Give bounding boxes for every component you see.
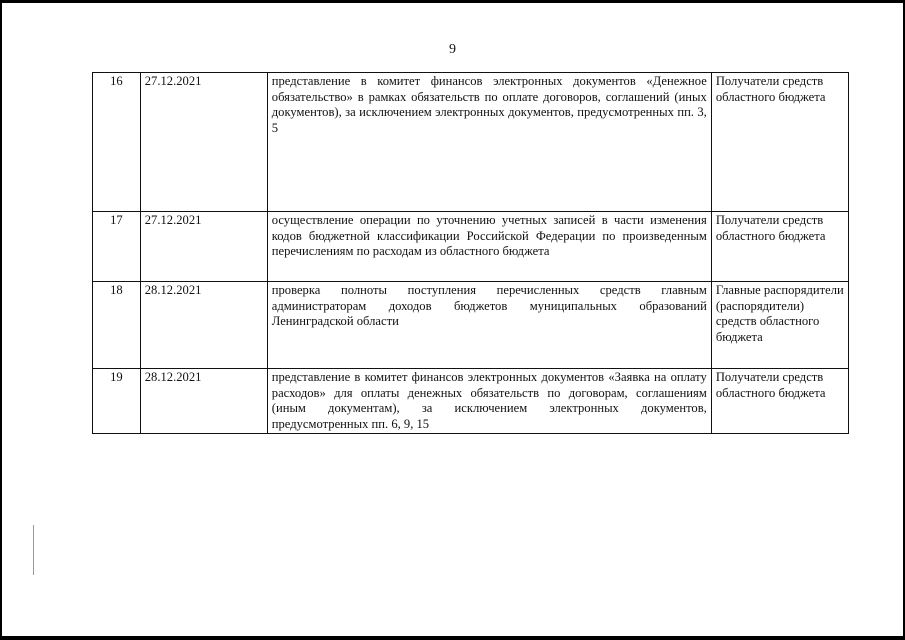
scan-artifact-line (33, 525, 34, 575)
row-date: 27.12.2021 (140, 73, 267, 212)
row-executor: Главные распорядители (распорядители) средств областного бюджета (711, 282, 848, 369)
row-executor: Получатели средств областного бюджета (711, 369, 848, 434)
page-number: 9 (449, 42, 456, 57)
row-description: осуществление операции по уточнению учетных записей в части изменения кодов бюджетной классификации Российской Федерации по произведенным перечислениям по расходам из областного бюджета (267, 212, 711, 282)
row-description: представление в комитет финансов электронных документов «Денежное обязательство» в рамках обязательств по оплате договоров, соглашений (иных документов), за исключением электронных документов, предусмотренных пп. 3, 5 (267, 73, 711, 212)
row-date: 28.12.2021 (140, 282, 267, 369)
row-number: 17 (93, 212, 141, 282)
row-number: 18 (93, 282, 141, 369)
row-executor: Получатели средств областного бюджета (711, 73, 848, 212)
schedule-table (92, 72, 849, 434)
row-description: представление в комитет финансов электронных документов «Заявка на оплату расходов» для оплаты денежных обязательств по договорам, соглашениям (иным документам), за исключением электронных документов, предусмотренных пп. 6, 9, 15 (267, 369, 711, 434)
table-row (93, 73, 849, 212)
scan-border-top (0, 0, 905, 3)
table-row (93, 282, 849, 369)
table-row (93, 369, 849, 434)
scan-border-bottom (0, 636, 905, 640)
row-description: проверка полноты поступления перечисленных средств главным администраторам доходов бюджетов муниципальных образований Ленинградской области (267, 282, 711, 369)
row-number: 19 (93, 369, 141, 434)
table-row (93, 212, 849, 282)
row-number: 16 (93, 73, 141, 212)
row-executor: Получатели средств областного бюджета (711, 212, 848, 282)
row-date: 28.12.2021 (140, 369, 267, 434)
scan-border-left (0, 0, 2, 640)
row-date: 27.12.2021 (140, 212, 267, 282)
